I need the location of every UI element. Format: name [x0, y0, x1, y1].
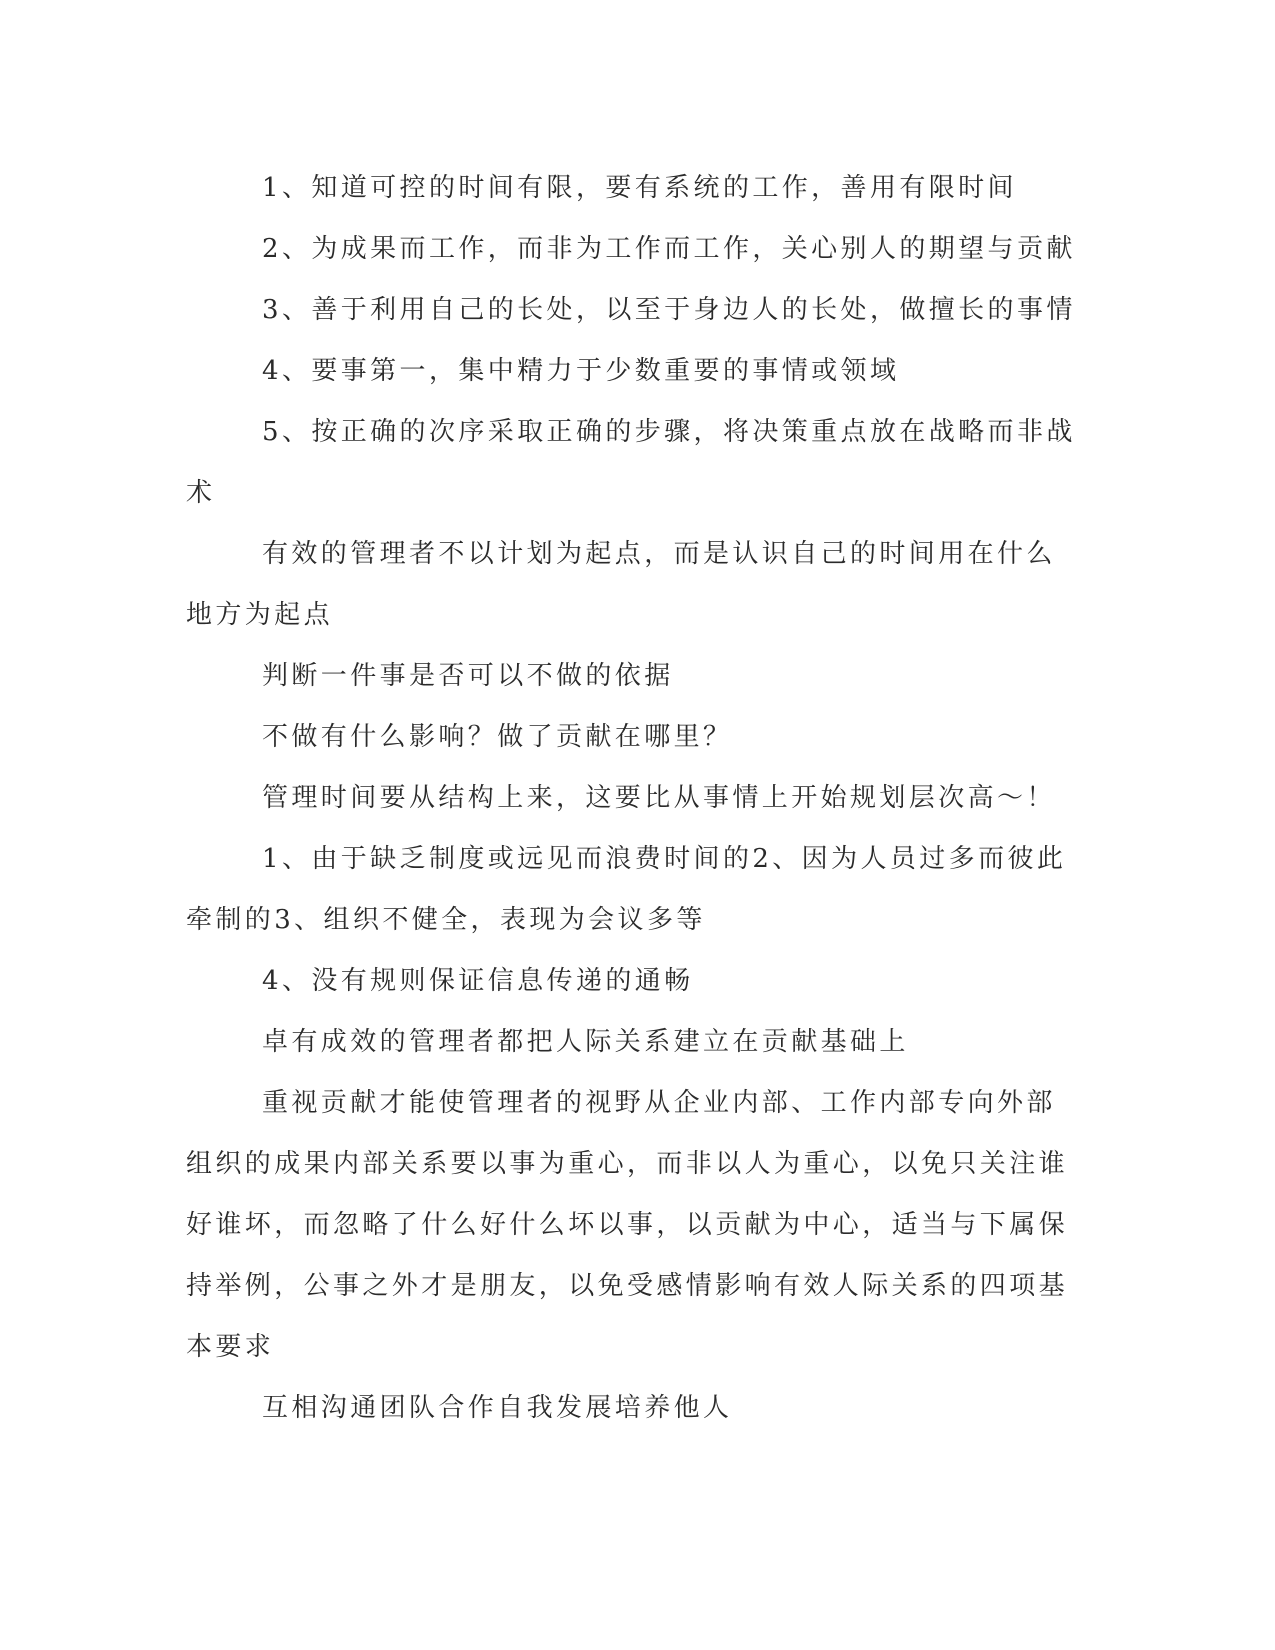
paragraph-3: 3、善于利用自己的长处，以至于身边人的长处，做擅长的事情: [262, 295, 1076, 325]
paragraph-14: 互相沟通团队合作自我发展培养他人: [262, 1393, 733, 1423]
paragraph-12: 卓有成效的管理者都把人际关系建立在贡献基础上: [262, 1027, 909, 1057]
paragraph-10: 1、由于缺乏制度或远见而浪费时间的2、因为人员过多而彼此牵制的3、组织不健全，表现为会议多等: [186, 844, 1067, 935]
paragraph-2: 2、为成果而工作，而非为工作而工作，关心别人的期望与贡献: [262, 234, 1076, 264]
paragraph-9: 管理时间要从结构上来，这要比从事情上开始规划层次高～！: [262, 783, 1056, 813]
paragraph-7: 判断一件事是否可以不做的依据: [262, 661, 674, 691]
paragraph-6: 有效的管理者不以计划为起点，而是认识自己的时间用在什么地方为起点: [186, 539, 1056, 630]
paragraph-8: 不做有什么影响？做了贡献在哪里？: [262, 722, 733, 752]
paragraph-11: 4、没有规则保证信息传递的通畅: [262, 966, 694, 996]
paragraph-1: 1、知道可控的时间有限，要有系统的工作，善用有限时间: [262, 173, 1017, 203]
paragraph-4: 4、要事第一，集中精力于少数重要的事情或领域: [262, 356, 900, 386]
paragraph-5: 5、按正确的次序采取正确的步骤，将决策重点放在战略而非战术: [186, 417, 1076, 508]
paragraph-13: 重视贡献才能使管理者的视野从企业内部、工作内部专向外部组织的成果内部关系要以事为重心，而非以人为重心，以免只关注谁好谁坏，而忽略了什么好什么坏以事，以贡献为中心，适当与下属保持举例，公事之外才是朋友，以免受感情影响有效人际关系的四项基本要求: [186, 1088, 1069, 1362]
document-body: [186, 158, 1076, 1439]
